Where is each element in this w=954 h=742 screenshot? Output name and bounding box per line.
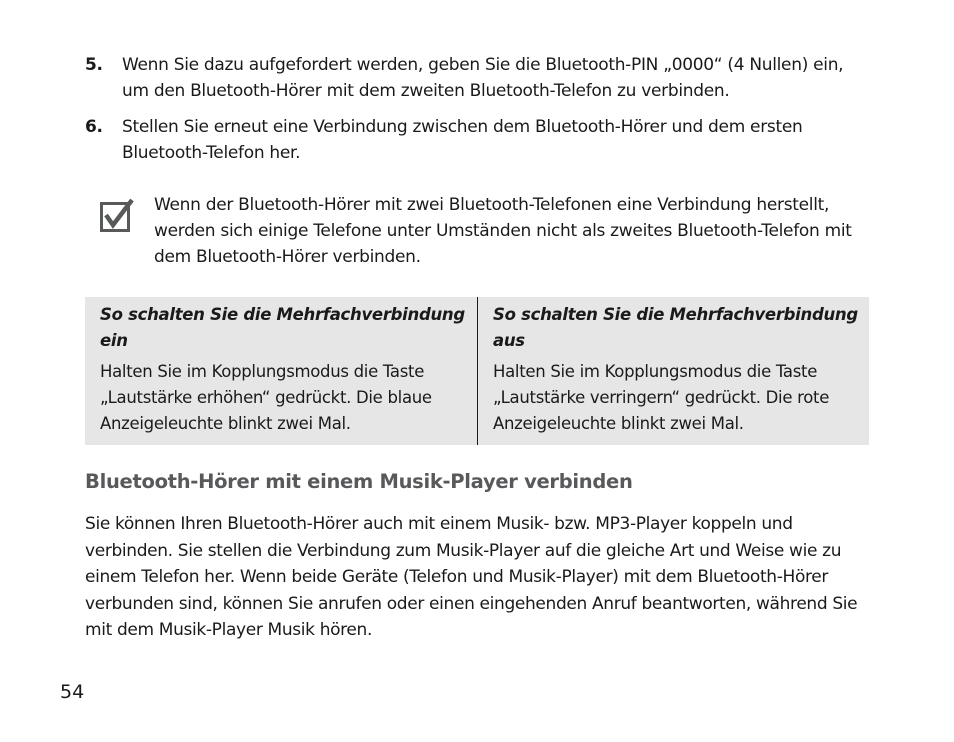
page-number: 54	[60, 681, 85, 703]
note-text: Wenn der Bluetooth-Hörer mit zwei Bluetooth-Telefonen eine Verbindung herstellt, werden sich einige Telefone unter Umständen nicht als zweites Bluetooth-Telefon mit dem Bluetooth-Hörer verbinden.	[154, 195, 852, 267]
step-number: 6.	[85, 117, 103, 137]
step-text: Wenn Sie dazu aufgefordert werden, geben Sie die Bluetooth-PIN „0000“ (4 Nullen) ein, um den Bluetooth-Hörer mit dem zweiten Bluetooth-Telefon zu verbinden.	[122, 55, 844, 101]
table-cell: Halten Sie im Kopplungsmodus die Taste „Lautstärke erhöhen“ gedrückt. Die blaue Anzeigeleuchte blinkt zwei Mal.	[100, 362, 432, 433]
table-heading: So schalten Sie die Mehrfachverbindung aus	[493, 305, 858, 350]
step-6	[85, 114, 875, 166]
table-cell: Halten Sie im Kopplungsmodus die Taste „Lautstärke verringern“ gedrückt. Die rote Anzeigeleuchte blinkt zwei Mal.	[493, 362, 830, 433]
section-title: Bluetooth-Hörer mit einem Musik-Player verbinden	[85, 470, 633, 493]
section-body: Sie können Ihren Bluetooth-Hörer auch mit einem Musik- bzw. MP3-Player koppeln und verbinden. Sie stellen die Verbindung zum Musik-Player auf die gleiche Art und Weise wie zu einem Telefon her. Wenn beide Geräte (Telefon und Musik-Player) mit dem Bluetooth-Hörer verbunden sind, können Sie anrufen oder einen eingehenden Anruf beantworten, während Sie mit dem Musik-Player Musik hören.	[85, 514, 858, 641]
multipoint-table	[85, 297, 869, 445]
step-5	[85, 52, 875, 104]
step-number: 5.	[85, 55, 103, 75]
table-column-disable	[477, 297, 869, 445]
checkbox-check-icon	[100, 198, 134, 232]
table-column-enable	[85, 297, 477, 445]
table-heading: So schalten Sie die Mehrfachverbindung ein	[100, 305, 465, 350]
step-text: Stellen Sie erneut eine Verbindung zwischen dem Bluetooth-Hörer und dem ersten Bluetooth-Telefon her.	[122, 117, 803, 163]
